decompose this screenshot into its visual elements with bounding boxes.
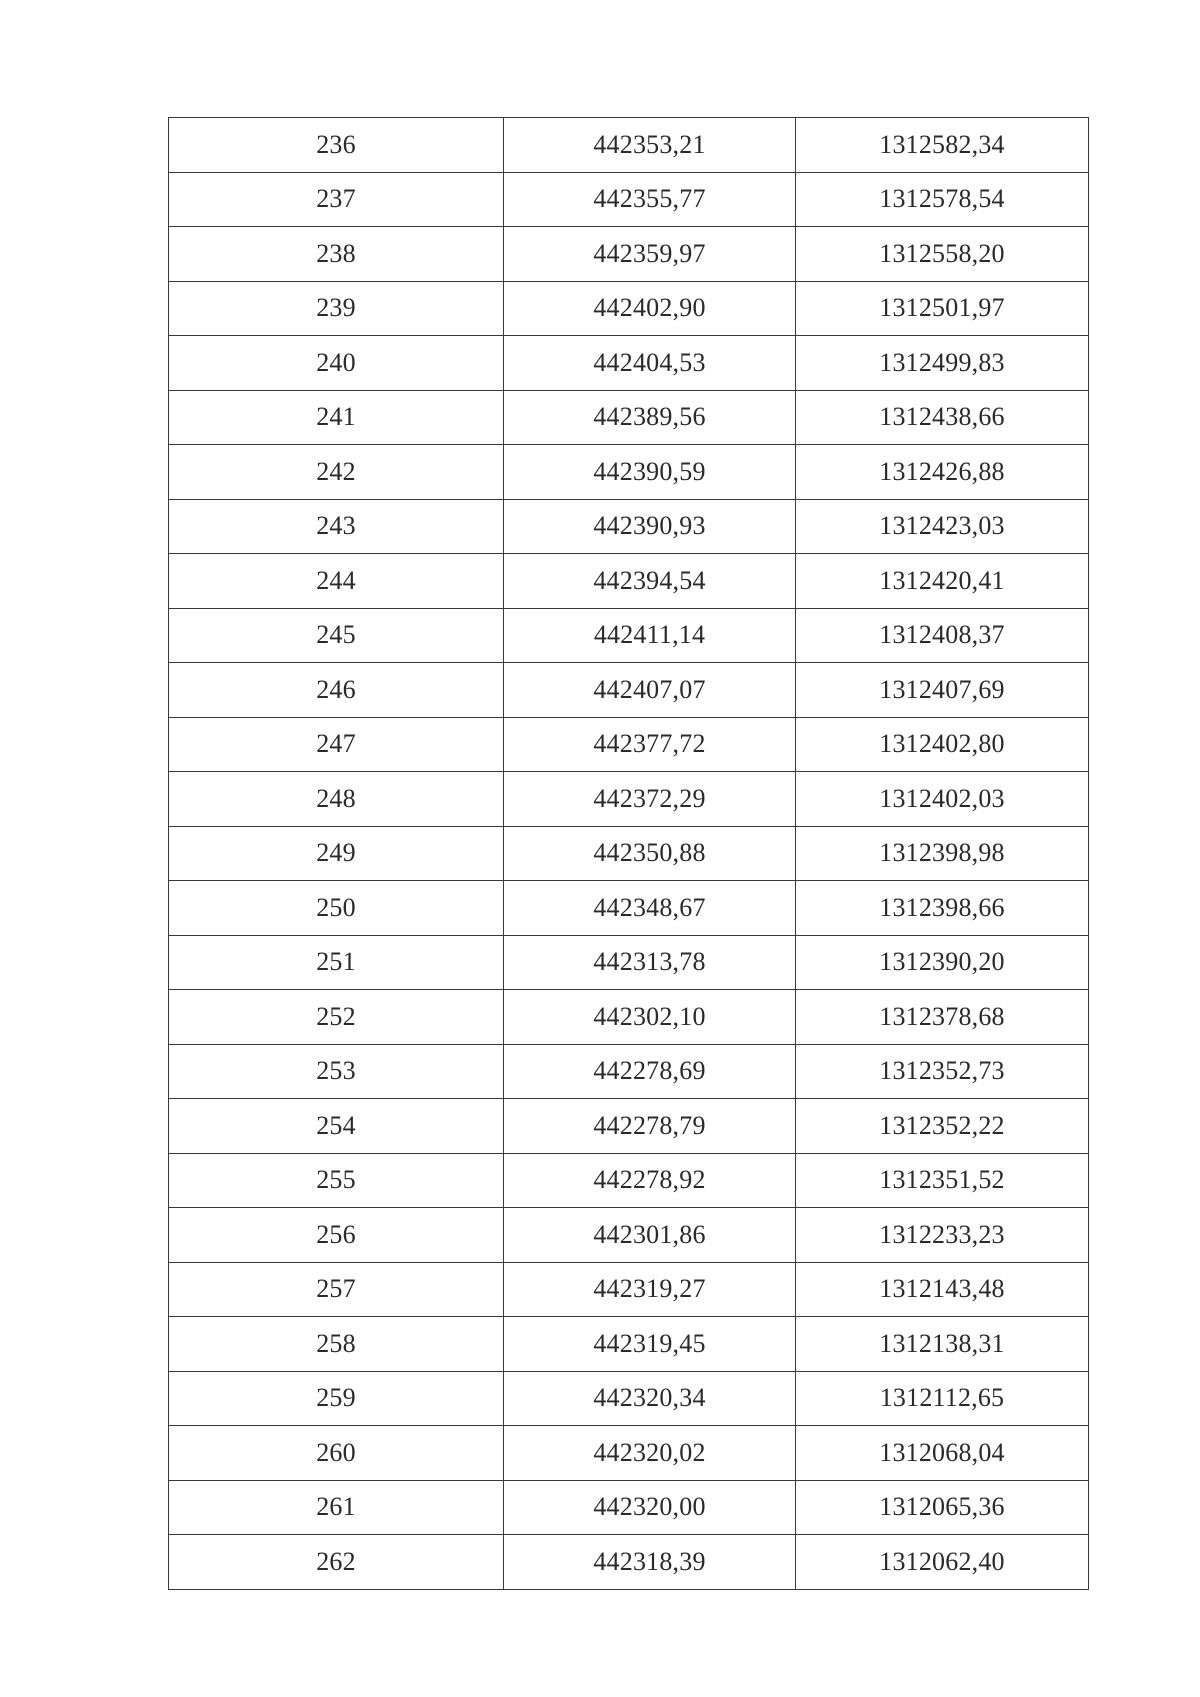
- table-row: [169, 499, 1089, 554]
- x-coordinate-cell: 442278,69: [504, 1044, 796, 1099]
- x-coordinate-cell: 442372,29: [504, 772, 796, 827]
- x-coordinate-cell: 442390,93: [504, 499, 796, 554]
- y-coordinate-cell: 1312233,23: [796, 1208, 1089, 1263]
- table-row: [169, 172, 1089, 227]
- point-number-cell: 262: [169, 1535, 504, 1590]
- table-row: [169, 390, 1089, 445]
- table-row: [169, 717, 1089, 772]
- table-row: [169, 990, 1089, 1045]
- point-number-cell: 236: [169, 118, 504, 173]
- table-row: [169, 1317, 1089, 1372]
- y-coordinate-cell: 1312423,03: [796, 499, 1089, 554]
- table-row: [169, 227, 1089, 282]
- x-coordinate-cell: 442320,02: [504, 1426, 796, 1481]
- table-row: [169, 1208, 1089, 1263]
- point-number-cell: 239: [169, 281, 504, 336]
- point-number-cell: 242: [169, 445, 504, 500]
- x-coordinate-cell: 442278,79: [504, 1099, 796, 1154]
- x-coordinate-cell: 442350,88: [504, 826, 796, 881]
- y-coordinate-cell: 1312398,66: [796, 881, 1089, 936]
- table-row: [169, 1426, 1089, 1481]
- y-coordinate-cell: 1312402,03: [796, 772, 1089, 827]
- x-coordinate-cell: 442407,07: [504, 663, 796, 718]
- point-number-cell: 247: [169, 717, 504, 772]
- table-row: [169, 281, 1089, 336]
- table-row: [169, 881, 1089, 936]
- table-row: [169, 1480, 1089, 1535]
- x-coordinate-cell: 442390,59: [504, 445, 796, 500]
- x-coordinate-cell: 442394,54: [504, 554, 796, 609]
- point-number-cell: 238: [169, 227, 504, 282]
- point-number-cell: 256: [169, 1208, 504, 1263]
- point-number-cell: 248: [169, 772, 504, 827]
- point-number-cell: 250: [169, 881, 504, 936]
- y-coordinate-cell: 1312420,41: [796, 554, 1089, 609]
- x-coordinate-cell: 442355,77: [504, 172, 796, 227]
- table-row: [169, 1535, 1089, 1590]
- y-coordinate-cell: 1312352,73: [796, 1044, 1089, 1099]
- y-coordinate-cell: 1312351,52: [796, 1153, 1089, 1208]
- y-coordinate-cell: 1312578,54: [796, 172, 1089, 227]
- point-number-cell: 254: [169, 1099, 504, 1154]
- point-number-cell: 237: [169, 172, 504, 227]
- point-number-cell: 261: [169, 1480, 504, 1535]
- x-coordinate-cell: 442411,14: [504, 608, 796, 663]
- y-coordinate-cell: 1312438,66: [796, 390, 1089, 445]
- x-coordinate-cell: 442319,45: [504, 1317, 796, 1372]
- table-row: [169, 554, 1089, 609]
- y-coordinate-cell: 1312426,88: [796, 445, 1089, 500]
- x-coordinate-cell: 442320,00: [504, 1480, 796, 1535]
- y-coordinate-cell: 1312378,68: [796, 990, 1089, 1045]
- x-coordinate-cell: 442301,86: [504, 1208, 796, 1263]
- point-number-cell: 260: [169, 1426, 504, 1481]
- point-number-cell: 259: [169, 1371, 504, 1426]
- point-number-cell: 253: [169, 1044, 504, 1099]
- table-row: [169, 935, 1089, 990]
- x-coordinate-cell: 442377,72: [504, 717, 796, 772]
- x-coordinate-cell: 442320,34: [504, 1371, 796, 1426]
- table-row: [169, 1153, 1089, 1208]
- x-coordinate-cell: 442302,10: [504, 990, 796, 1045]
- x-coordinate-cell: 442389,56: [504, 390, 796, 445]
- x-coordinate-cell: 442359,97: [504, 227, 796, 282]
- y-coordinate-cell: 1312352,22: [796, 1099, 1089, 1154]
- x-coordinate-cell: 442353,21: [504, 118, 796, 173]
- x-coordinate-cell: 442404,53: [504, 336, 796, 391]
- y-coordinate-cell: 1312068,04: [796, 1426, 1089, 1481]
- table-row: [169, 1099, 1089, 1154]
- point-number-cell: 249: [169, 826, 504, 881]
- table-row: [169, 1262, 1089, 1317]
- table-row: [169, 336, 1089, 391]
- y-coordinate-cell: 1312065,36: [796, 1480, 1089, 1535]
- x-coordinate-cell: 442319,27: [504, 1262, 796, 1317]
- y-coordinate-cell: 1312499,83: [796, 336, 1089, 391]
- point-number-cell: 258: [169, 1317, 504, 1372]
- x-coordinate-cell: 442318,39: [504, 1535, 796, 1590]
- point-number-cell: 246: [169, 663, 504, 718]
- y-coordinate-cell: 1312062,40: [796, 1535, 1089, 1590]
- x-coordinate-cell: 442348,67: [504, 881, 796, 936]
- y-coordinate-cell: 1312138,31: [796, 1317, 1089, 1372]
- y-coordinate-cell: 1312408,37: [796, 608, 1089, 663]
- table-row: [169, 118, 1089, 173]
- point-number-cell: 257: [169, 1262, 504, 1317]
- point-number-cell: 244: [169, 554, 504, 609]
- y-coordinate-cell: 1312402,80: [796, 717, 1089, 772]
- table-row: [169, 1044, 1089, 1099]
- coordinates-table: [168, 117, 1089, 1590]
- y-coordinate-cell: 1312112,65: [796, 1371, 1089, 1426]
- y-coordinate-cell: 1312407,69: [796, 663, 1089, 718]
- coordinates-table-body: [169, 118, 1089, 1590]
- x-coordinate-cell: 442313,78: [504, 935, 796, 990]
- point-number-cell: 251: [169, 935, 504, 990]
- table-row: [169, 826, 1089, 881]
- y-coordinate-cell: 1312398,98: [796, 826, 1089, 881]
- y-coordinate-cell: 1312558,20: [796, 227, 1089, 282]
- table-row: [169, 663, 1089, 718]
- table-row: [169, 772, 1089, 827]
- point-number-cell: 241: [169, 390, 504, 445]
- y-coordinate-cell: 1312582,34: [796, 118, 1089, 173]
- table-row: [169, 1371, 1089, 1426]
- point-number-cell: 255: [169, 1153, 504, 1208]
- point-number-cell: 243: [169, 499, 504, 554]
- y-coordinate-cell: 1312143,48: [796, 1262, 1089, 1317]
- table-row: [169, 608, 1089, 663]
- point-number-cell: 245: [169, 608, 504, 663]
- y-coordinate-cell: 1312390,20: [796, 935, 1089, 990]
- x-coordinate-cell: 442278,92: [504, 1153, 796, 1208]
- x-coordinate-cell: 442402,90: [504, 281, 796, 336]
- point-number-cell: 240: [169, 336, 504, 391]
- table-row: [169, 445, 1089, 500]
- y-coordinate-cell: 1312501,97: [796, 281, 1089, 336]
- point-number-cell: 252: [169, 990, 504, 1045]
